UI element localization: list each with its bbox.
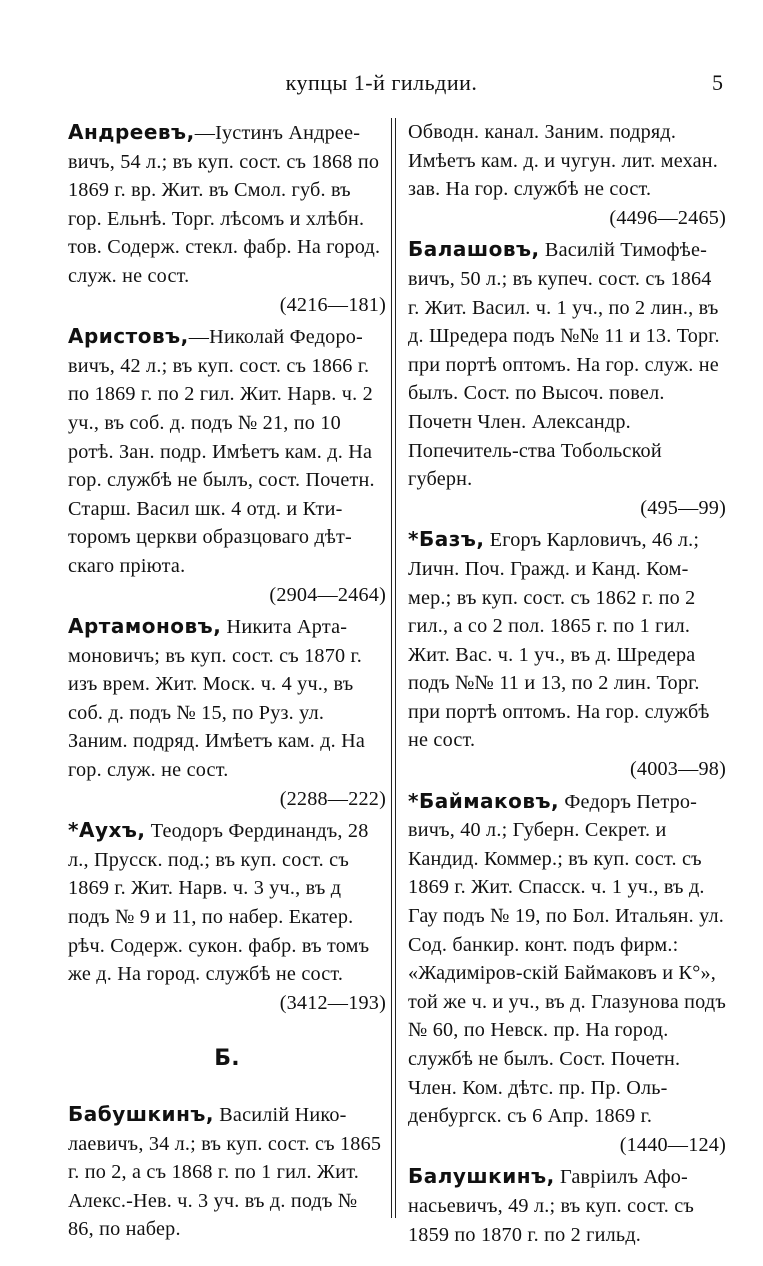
entry-body: Теодоръ Фердинандъ, 28 л., Прусск. под.; въ куп. сост. съ 1869 г. Жит. Нарв. ч. 3 уч., въ д подъ № 9 и 11, по набер. Екатер. рѣч. Содерж. сукон. фабр. въ томъ же д. На город. службѣ не сост. bbox=[68, 820, 370, 986]
right-column bbox=[408, 118, 726, 1252]
entry-reference: (4496—2465) bbox=[609, 206, 726, 229]
section-letter: Б. bbox=[214, 1046, 240, 1072]
entry-body: Никита Арта-моновичъ; въ куп. сост. съ 1870 г. изъ врем. Жит. Моск. ч. 4 уч., въ соб. д. подъ № 15, по Руз. ул. Заним. подряд. Имѣетъ кам. д. На гор. служ. не сост. bbox=[68, 616, 366, 782]
entry-reference: (495—99) bbox=[640, 496, 726, 519]
entry-continuation bbox=[408, 118, 726, 232]
entry bbox=[68, 1100, 386, 1244]
entry-reference: (4003—98) bbox=[630, 758, 726, 781]
entry-name: Аристовъ, bbox=[68, 324, 189, 349]
entry bbox=[68, 816, 386, 1017]
entry-reference: (2904—2464) bbox=[269, 583, 386, 606]
running-title: купцы 1-й гильдии. bbox=[285, 70, 478, 95]
page-header bbox=[0, 70, 763, 106]
entry-body: Василій Нико-лаевичъ, 34 л.; въ куп. сост. съ 1865 г. по 2, а съ 1868 г. по 1 гил. Жит. Алекс.-Нев. ч. 3 уч. въ д. подъ № 86, по набер. bbox=[68, 1104, 382, 1241]
entry-body: Обводн. канал. Заним. подряд. Имѣетъ кам. д. и чугун. лит. механ. зав. На гор. службѣ не сост. bbox=[408, 121, 719, 201]
entry-reference: (4216—181) bbox=[279, 293, 386, 316]
entry-body: Василій Тимофѣе-вичъ, 50 л.; въ купеч. сост. съ 1864 г. Жит. Васил. ч. 1 уч., по 2 лин., въ д. Шредера подъ №№ 11 и 13. Торг. при портѣ оптомъ. На гор. служ. не былъ. Сост. по Высоч. повел. Почетн Член. Александр. Попечитель-ства Тобольской губерн. bbox=[408, 239, 720, 491]
entry-reference: (3412—193) bbox=[279, 991, 386, 1014]
entry-name: Бабушкинъ, bbox=[68, 1102, 215, 1126]
entry-body: Гавріилъ Афо-насьевичъ, 49 л.; въ куп. сост. съ 1859 по 1870 г. по 2 гильд. bbox=[408, 1166, 695, 1246]
entry-name: Артамоновъ, bbox=[68, 614, 222, 639]
column-divider bbox=[391, 118, 392, 1218]
entry bbox=[68, 118, 386, 319]
entry-body: —Іустинъ Андрее-вичъ, 54 л.; въ куп. сост. съ 1868 по 1869 г. вр. Жит. въ Смол. губ. въ гор. Ельнѣ. Торг. лѣсомъ и хлѣбн. тов. Содерж. стекл. фабр. На город. служ. не сост. bbox=[68, 122, 381, 287]
entry-name: *Базъ, bbox=[408, 527, 485, 552]
entry-reference: (2288—222) bbox=[279, 787, 386, 810]
entry-body: Егоръ Карловичъ, 46 л.; Личн. Поч. Гражд. и Канд. Ком-мер.; въ куп. сост. съ 1862 г. по 2 гил., а со 2 пол. 1865 г. по 1 гил. Жит. Вас. ч. 1 уч., въ д. Шредера подъ №№ 11 и 13, по 2 лин. Торг. при портѣ оптомъ. На гор. службѣ не сост. bbox=[408, 529, 710, 752]
entry-name: Балушкинъ, bbox=[408, 1164, 555, 1189]
entry-body: —Николай Федоро-вичъ, 42 л.; въ куп. сост. съ 1866 г. по 1869 г. по 2 гил. Жит. Нарв. ч. 2 уч., въ соб. д. подъ № 21, по 10 ротѣ. Зан. подр. Имѣетъ кам. д. На гор. службѣ не былъ, сост. Почетн. Старш. Васил шк. 4 отд. и Кти-торомъ церкви образцоваго дѣт-скаго пріюта. bbox=[68, 326, 375, 577]
entry bbox=[408, 525, 726, 783]
entry-name: *Аухъ, bbox=[68, 818, 146, 843]
column-divider bbox=[395, 118, 396, 1218]
entry-body: Федоръ Петро-вичъ, 40 л.; Губерн. Секрет. и Кандид. Коммер.; въ куп. сост. съ 1869 г. Жит. Спасск. ч. 1 уч., въ д. Гау подъ № 19, по Бол. Итальян. ул. Сод. банкир. конт. подъ фирм.: «Жадиміров-скій Баймаковъ и К°», той же ч. и уч., въ д. Глазунова подъ № 60, по Невск. пр. На город. службѣ не былъ. Сост. Почетн. Член. Ком. дѣтс. пр. Пр. Оль-денбургск. съ 6 Апр. 1869 г. bbox=[408, 790, 726, 1128]
entry-reference: (1440—124) bbox=[619, 1133, 726, 1156]
entry-name: Андреевъ, bbox=[68, 120, 195, 144]
entry bbox=[408, 787, 726, 1160]
entry-name: Балашовъ, bbox=[408, 237, 540, 262]
entry bbox=[408, 235, 726, 522]
page-number: 5 bbox=[712, 70, 723, 95]
entry-name: *Баймаковъ, bbox=[408, 788, 560, 813]
entry bbox=[68, 612, 386, 813]
entry bbox=[408, 1162, 726, 1249]
entry bbox=[68, 322, 386, 609]
left-column bbox=[68, 118, 386, 1247]
